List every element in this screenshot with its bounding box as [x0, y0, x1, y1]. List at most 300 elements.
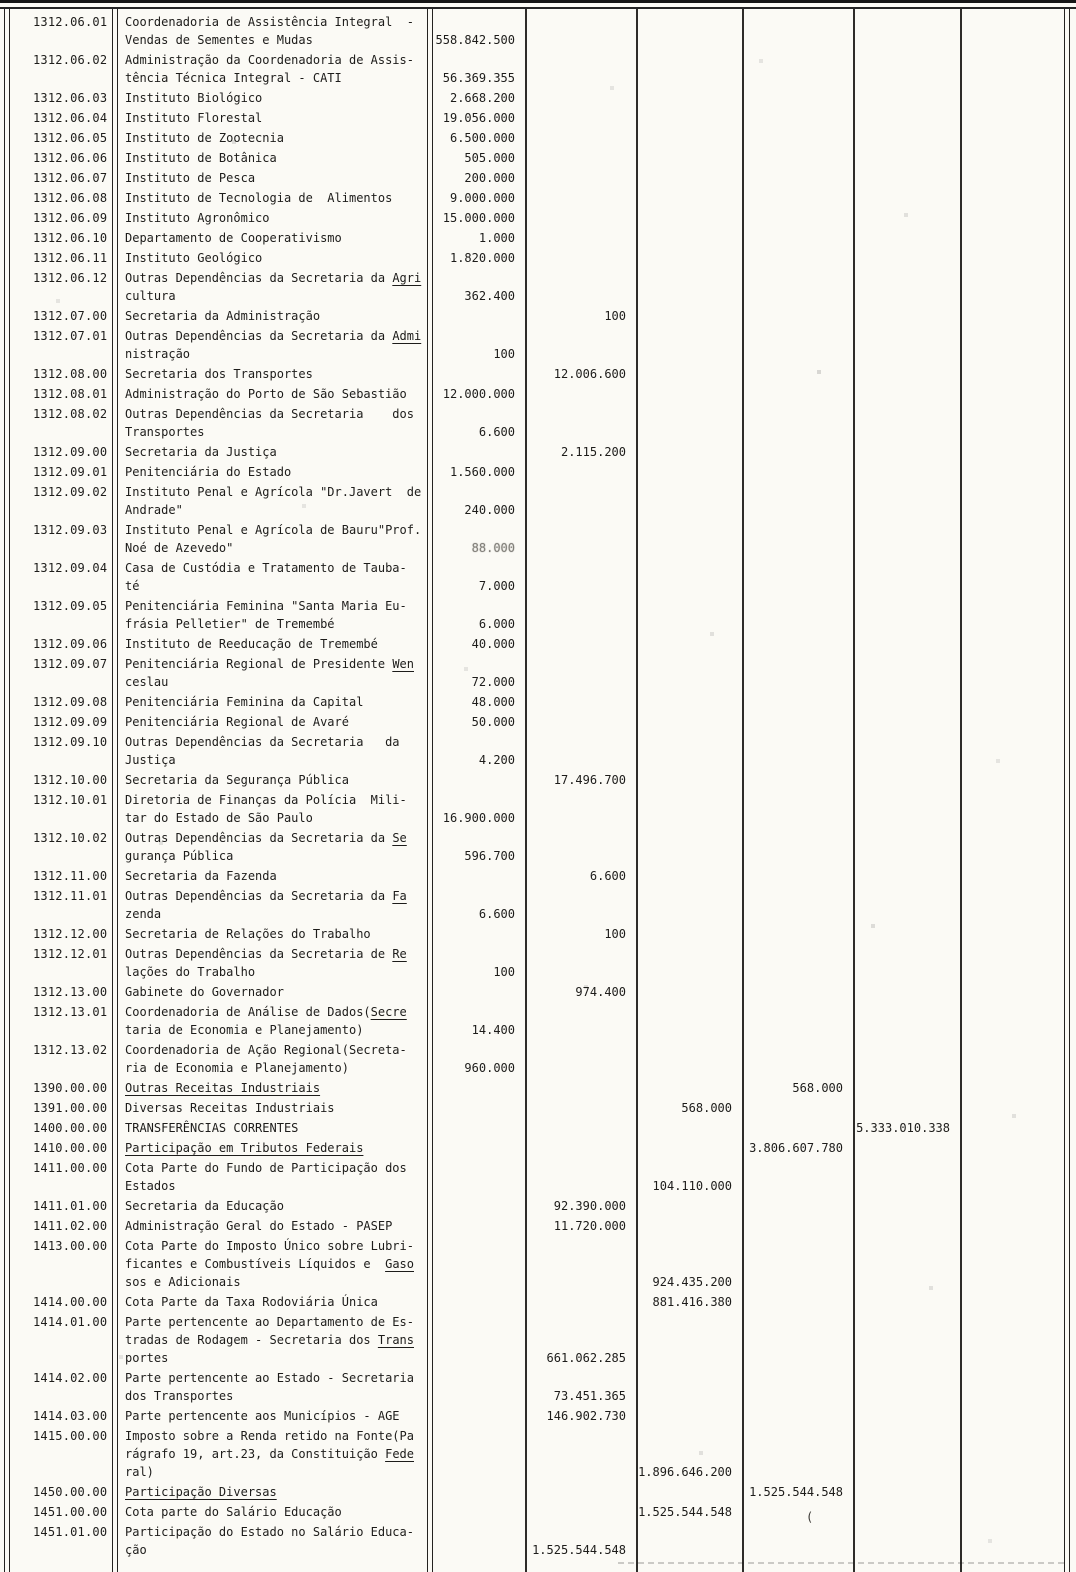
row-code: 1312.09.09	[33, 715, 108, 729]
row-value-cell	[853, 635, 960, 653]
row-value-cell	[742, 483, 853, 519]
row-value-cell	[742, 771, 853, 789]
column-divider	[742, 9, 744, 1572]
row-description: Imposto sobre a Renda retido na Fonte(Pa rágrafo 19, art.23, da Constituição Fede ral)	[125, 1429, 414, 1479]
row-description: Administração Geral do Estado - PASEP	[125, 1219, 393, 1233]
row-code: 1312.09.07	[33, 657, 108, 671]
row-code: 1451.00.00	[33, 1505, 108, 1519]
row-description: Instituto Florestal	[125, 111, 263, 125]
row-value-cell	[742, 1483, 853, 1501]
row-value-cell	[742, 655, 853, 691]
row-description: Outras Dependências da Secretaria da Se gurança Pública	[125, 831, 407, 863]
row-description: Outras Dependências da Secretaria dos Transportes	[125, 407, 414, 439]
row-value: 48.000	[471, 695, 515, 709]
row-description: Instituto Penal e Agrícola de Bauru"Prof. Noé de Azevedo"	[125, 523, 422, 555]
row-description: Instituto de Reeducação de Tremembé	[125, 637, 378, 651]
row-code: 1312.06.04	[33, 111, 108, 125]
row-value-cell	[960, 1041, 1066, 1077]
row-value-cell	[434, 189, 525, 207]
row-value-cell	[636, 13, 742, 49]
row-code: 1312.13.01	[33, 1005, 108, 1019]
row-description: Coordenadoria de Análise de Dados(Secre taria de Economia e Planejamento)	[125, 1005, 407, 1037]
row-value-cell	[853, 129, 960, 147]
row-value-cell	[960, 1237, 1066, 1291]
table-row	[0, 443, 1076, 461]
row-value-cell	[853, 89, 960, 107]
row-value-cell	[853, 1237, 960, 1291]
row-value-cell	[960, 1407, 1066, 1425]
row-value-cell	[742, 365, 853, 383]
row-value-cell	[525, 169, 636, 187]
row-value-cell	[960, 983, 1066, 1001]
row-code: 1312.06.03	[33, 91, 108, 105]
row-value-cell	[960, 51, 1066, 87]
underlined-text: Gaso	[385, 1257, 414, 1271]
row-value-cell	[434, 307, 525, 325]
row-value-cell	[434, 1483, 525, 1501]
row-value-cell	[525, 925, 636, 943]
row-value-cell	[434, 521, 525, 557]
row-value-cell	[853, 1483, 960, 1501]
row-description: Instituto Biológico	[125, 91, 263, 105]
row-description: Cota Parte do Fundo de Participação dos Estados	[125, 1161, 407, 1193]
row-value-cell	[525, 1139, 636, 1157]
row-value-cell	[636, 635, 742, 653]
row-value-cell	[434, 443, 525, 461]
row-value-cell	[742, 443, 853, 461]
row-value: 6.500.000	[449, 131, 515, 145]
underlined-text: Admi	[392, 329, 422, 343]
row-description: Secretaria de Relações do Trabalho	[125, 927, 371, 941]
row-value: 40.000	[471, 637, 515, 651]
row-value-cell	[636, 887, 742, 923]
row-value-cell	[434, 13, 525, 49]
row-value: 15.000.000	[442, 211, 515, 225]
row-code: 1414.03.00	[33, 1409, 108, 1423]
row-code: 1312.10.02	[33, 831, 108, 845]
row-value-cell	[434, 1369, 525, 1405]
row-value-cell	[636, 559, 742, 595]
row-value-cell	[960, 693, 1066, 711]
row-value-cell	[853, 1197, 960, 1215]
table-row	[0, 521, 1076, 557]
row-value-cell	[525, 1119, 636, 1137]
row-description: Outras Dependências da Secretaria da Justiça	[125, 735, 400, 767]
underlined-text: Participação em Tributos Federais	[125, 1141, 364, 1155]
row-description: Participação do Estado no Salário Educa- ção	[125, 1525, 414, 1557]
row-value-cell	[525, 1237, 636, 1291]
row-value-cell	[525, 1427, 636, 1481]
row-description: Administração da Coordenadoria de Assis- tência Técnica Integral - CATI	[125, 53, 414, 85]
row-value-cell	[434, 1313, 525, 1367]
table-row	[0, 597, 1076, 633]
row-value-cell	[742, 463, 853, 481]
row-value: 6.600	[478, 425, 515, 439]
underlined-text: Outras Receitas Industriais	[125, 1081, 321, 1095]
table-row	[0, 129, 1076, 147]
row-value-cell	[434, 1099, 525, 1117]
row-code: 1400.00.00	[33, 1121, 108, 1135]
row-value: 5.333.010.338	[856, 1121, 950, 1135]
row-value: 56.369.355	[442, 71, 515, 85]
row-value: 1.525.544.548	[749, 1485, 843, 1499]
row-value: 100	[493, 347, 515, 361]
scan-artifact-paren: (	[806, 1510, 814, 1524]
row-value: 73.451.365	[553, 1389, 626, 1403]
row-code: 1450.00.00	[33, 1485, 108, 1499]
row-value-cell	[960, 1503, 1066, 1521]
row-description: Gabinete do Governador	[125, 985, 284, 999]
row-value-cell	[853, 713, 960, 731]
table-row	[0, 365, 1076, 383]
row-value-cell	[636, 1119, 742, 1137]
row-value-cell	[742, 169, 853, 187]
row-value: 1.525.544.548	[532, 1543, 626, 1557]
row-value-cell	[636, 693, 742, 711]
row-value-cell	[636, 149, 742, 167]
row-code: 1312.09.03	[33, 523, 108, 537]
row-value-cell	[853, 791, 960, 827]
row-code: 1312.06.08	[33, 191, 108, 205]
row-value-cell	[742, 1139, 853, 1157]
row-value-cell	[434, 365, 525, 383]
row-value-cell	[434, 945, 525, 981]
row-value-cell	[853, 693, 960, 711]
row-code: 1415.00.00	[33, 1429, 108, 1443]
row-value-cell	[960, 521, 1066, 557]
table-row	[0, 887, 1076, 923]
row-value-cell	[636, 655, 742, 691]
row-value-cell	[742, 109, 853, 127]
row-value-cell	[434, 169, 525, 187]
row-value-cell	[853, 327, 960, 363]
row-value: 568.000	[792, 1081, 843, 1095]
row-value: 2.115.200	[560, 445, 626, 459]
table-row	[0, 1159, 1076, 1195]
table-row	[0, 1119, 1076, 1137]
row-value-cell	[525, 189, 636, 207]
table-row	[0, 1079, 1076, 1097]
row-description: Penitenciária Feminina da Capital	[125, 695, 364, 709]
row-value: 1.820.000	[449, 251, 515, 265]
row-value-cell	[434, 1427, 525, 1481]
row-value-cell	[636, 1407, 742, 1425]
table-row	[0, 945, 1076, 981]
row-value-cell	[742, 521, 853, 557]
table-row	[0, 867, 1076, 885]
row-code: 1312.09.02	[33, 485, 108, 499]
row-value-cell	[525, 1313, 636, 1367]
row-value-cell	[742, 1003, 853, 1039]
table-row	[0, 1523, 1076, 1559]
row-value-cell	[742, 887, 853, 923]
row-value-cell	[434, 149, 525, 167]
row-value-cell	[636, 1237, 742, 1291]
row-description: Cota Parte do Imposto Único sobre Lubri- ficantes e Combustíveis Líquidos e Gaso sos e Adicionais	[125, 1239, 414, 1289]
row-description: Departamento de Cooperativismo	[125, 231, 342, 245]
table-right-border	[1064, 9, 1070, 1572]
table-row	[0, 1003, 1076, 1039]
row-value-cell	[853, 733, 960, 769]
row-value-cell	[960, 269, 1066, 305]
row-value-cell	[434, 1139, 525, 1157]
row-value-cell	[636, 829, 742, 865]
row-value-cell	[960, 655, 1066, 691]
row-value: 50.000	[471, 715, 515, 729]
row-value-cell	[853, 229, 960, 247]
row-code: 1411.00.00	[33, 1161, 108, 1175]
row-value-cell	[960, 1159, 1066, 1195]
row-code: 1411.01.00	[33, 1199, 108, 1213]
row-value-cell	[742, 1041, 853, 1077]
row-value-cell	[434, 1197, 525, 1215]
row-value-cell	[742, 635, 853, 653]
table-row	[0, 1313, 1076, 1367]
row-description: Parte pertencente ao Departamento de Es- tradas de Rodagem - Secretaria dos Trans portes	[125, 1315, 414, 1365]
row-code: 1312.09.10	[33, 735, 108, 749]
row-value-cell	[525, 597, 636, 633]
row-value-cell	[853, 1407, 960, 1425]
row-value-cell	[853, 887, 960, 923]
row-value-cell	[853, 1003, 960, 1039]
row-value-cell	[434, 693, 525, 711]
row-value-cell	[742, 1369, 853, 1405]
row-value-cell	[525, 1217, 636, 1235]
row-value-cell	[434, 925, 525, 943]
row-value-cell	[960, 365, 1066, 383]
row-value-cell	[853, 463, 960, 481]
row-description: Instituto de Tecnologia de Alimentos	[125, 191, 393, 205]
row-value-cell	[960, 1139, 1066, 1157]
row-description	[121, 1139, 434, 1157]
row-value: 19.056.000	[442, 111, 515, 125]
row-code: 1414.02.00	[33, 1371, 108, 1385]
row-value: 1.560.000	[449, 465, 515, 479]
row-value-cell	[960, 189, 1066, 207]
row-value: 661.062.285	[546, 1351, 626, 1365]
row-description: Administração do Porto de São Sebastião	[125, 387, 407, 401]
table-row	[0, 463, 1076, 481]
row-value: 505.000	[464, 151, 515, 165]
row-value-cell	[434, 983, 525, 1001]
row-value-cell	[525, 307, 636, 325]
underlined-text: Fede	[385, 1447, 414, 1461]
row-value-cell	[636, 1523, 742, 1559]
row-value-cell	[636, 1003, 742, 1039]
row-value-cell	[434, 385, 525, 403]
row-value: 960.000	[464, 1061, 515, 1075]
row-value-cell	[525, 829, 636, 865]
row-value-cell	[525, 1159, 636, 1195]
row-description: Outras Dependências da Secretaria da Fa zenda	[125, 889, 407, 921]
row-value-cell	[525, 887, 636, 923]
row-value-cell	[853, 983, 960, 1001]
row-value-cell	[525, 129, 636, 147]
row-description: Parte pertencente ao Estado - Secretaria dos Transportes	[125, 1371, 414, 1403]
row-value-cell	[960, 1099, 1066, 1117]
row-value-cell	[960, 771, 1066, 789]
row-value-cell	[434, 1217, 525, 1235]
row-code: 1312.06.05	[33, 131, 108, 145]
row-value-cell	[525, 945, 636, 981]
row-value-cell	[434, 129, 525, 147]
table-row	[0, 385, 1076, 403]
row-value-cell	[742, 733, 853, 769]
table-top-border	[0, 0, 1076, 9]
row-value-cell	[636, 733, 742, 769]
row-description	[121, 1483, 434, 1501]
table-row	[0, 483, 1076, 519]
row-value-cell	[525, 365, 636, 383]
table-row	[0, 51, 1076, 87]
row-value-cell	[960, 307, 1066, 325]
table-row	[0, 169, 1076, 187]
row-value: 1.525.544.548	[638, 1505, 732, 1519]
row-description: Secretaria da Administração	[125, 309, 321, 323]
row-description: Cota Parte da Taxa Rodoviária Única	[125, 1295, 378, 1309]
row-value-cell	[636, 169, 742, 187]
row-value: 7.000	[478, 579, 515, 593]
row-value-cell	[742, 51, 853, 87]
row-value-cell	[434, 1041, 525, 1077]
row-value-cell	[742, 269, 853, 305]
row-description: Coordenadoria de Assistência Integral - Vendas de Sementes e Mudas	[125, 15, 414, 47]
row-value-cell	[636, 945, 742, 981]
table-row	[0, 1293, 1076, 1311]
table-row	[0, 109, 1076, 127]
row-value-cell	[853, 945, 960, 981]
table-row	[0, 771, 1076, 789]
row-value-cell	[853, 1427, 960, 1481]
row-value-cell	[525, 1003, 636, 1039]
row-value-cell	[742, 405, 853, 441]
table-row	[0, 229, 1076, 247]
column-divider	[525, 9, 527, 1572]
row-value-cell	[525, 1523, 636, 1559]
row-value-cell	[636, 867, 742, 885]
row-value: 92.390.000	[553, 1199, 626, 1213]
row-value-cell	[525, 1407, 636, 1425]
row-value-cell	[960, 1483, 1066, 1501]
row-value-cell	[434, 89, 525, 107]
row-value-cell	[636, 1503, 742, 1521]
row-value-cell	[636, 925, 742, 943]
row-value-cell	[960, 249, 1066, 267]
row-value-cell	[525, 655, 636, 691]
row-value-cell	[853, 559, 960, 595]
row-value-cell	[636, 1217, 742, 1235]
row-value-cell	[434, 597, 525, 633]
row-value-cell	[742, 829, 853, 865]
row-value: 568.000	[681, 1101, 732, 1115]
row-value-cell	[960, 1197, 1066, 1215]
row-value: 362.400	[464, 289, 515, 303]
row-value-cell	[853, 1503, 960, 1521]
row-value-cell	[525, 1197, 636, 1215]
table-row	[0, 405, 1076, 441]
row-value-cell	[742, 1293, 853, 1311]
row-value-cell	[742, 867, 853, 885]
row-value-cell	[853, 867, 960, 885]
scan-artifact-dashed-line	[618, 1562, 1064, 1564]
row-description: Secretaria da Educação	[125, 1199, 284, 1213]
row-value-cell	[960, 1369, 1066, 1405]
row-value-cell	[636, 327, 742, 363]
row-value-cell	[742, 385, 853, 403]
row-value-cell	[853, 169, 960, 187]
row-description: Parte pertencente aos Municípios - AGE	[125, 1409, 400, 1423]
row-value-cell	[742, 1099, 853, 1117]
row-value-cell	[434, 1003, 525, 1039]
row-code: 1312.13.00	[33, 985, 108, 999]
table-row	[0, 1041, 1076, 1077]
row-value-cell	[434, 463, 525, 481]
row-value-cell	[960, 149, 1066, 167]
underlined-text: Agri	[392, 271, 422, 285]
table-row	[0, 307, 1076, 325]
row-value-cell	[853, 1293, 960, 1311]
row-value-cell	[960, 945, 1066, 981]
row-description: Coordenadoria de Ação Regional(Secreta- ria de Economia e Planejamento)	[125, 1043, 407, 1075]
row-value-cell	[434, 655, 525, 691]
underlined-text: Re	[392, 947, 407, 961]
row-value: 596.700	[464, 849, 515, 863]
row-value-cell	[960, 483, 1066, 519]
table-row	[0, 713, 1076, 731]
row-value-cell	[853, 1217, 960, 1235]
row-value-cell	[525, 249, 636, 267]
row-code: 1312.10.00	[33, 773, 108, 787]
row-value-cell	[525, 693, 636, 711]
row-value-cell	[434, 51, 525, 87]
row-value-cell	[853, 149, 960, 167]
underlined-text: Se	[392, 831, 407, 845]
row-description: Casa de Custódia e Tratamento de Tauba- té	[125, 561, 407, 593]
row-value-cell	[525, 521, 636, 557]
row-value-cell	[434, 1159, 525, 1195]
row-value: 88.000	[471, 541, 515, 555]
row-description: Penitenciária Feminina "Santa Maria Eu- frásia Pelletier" de Tremembé	[125, 599, 407, 631]
row-value-cell	[960, 209, 1066, 227]
row-value-cell	[525, 149, 636, 167]
column-divider	[853, 9, 855, 1572]
row-value-cell	[636, 51, 742, 87]
row-value-cell	[960, 1523, 1066, 1559]
table-row	[0, 983, 1076, 1001]
row-value: 881.416.380	[652, 1295, 732, 1309]
row-value: 240.000	[464, 503, 515, 517]
row-value-cell	[636, 229, 742, 247]
row-value-cell	[960, 867, 1066, 885]
row-value: 6.600	[478, 907, 515, 921]
row-code: 1312.12.01	[33, 947, 108, 961]
row-value-cell	[434, 733, 525, 769]
row-value-cell	[434, 1503, 525, 1521]
row-value-cell	[525, 1369, 636, 1405]
row-description: Outras Dependências da Secretaria da Admi nistração	[125, 329, 422, 361]
row-value-cell	[742, 1119, 853, 1137]
table-row	[0, 269, 1076, 305]
row-value-cell	[960, 829, 1066, 865]
row-value-cell	[960, 887, 1066, 923]
row-value-cell	[434, 249, 525, 267]
table-left-border	[4, 9, 10, 1572]
row-value-cell	[434, 269, 525, 305]
row-value-cell	[434, 1119, 525, 1137]
description-column-divider	[427, 9, 433, 1572]
row-value-cell	[853, 385, 960, 403]
underlined-text: Fa	[392, 889, 407, 903]
